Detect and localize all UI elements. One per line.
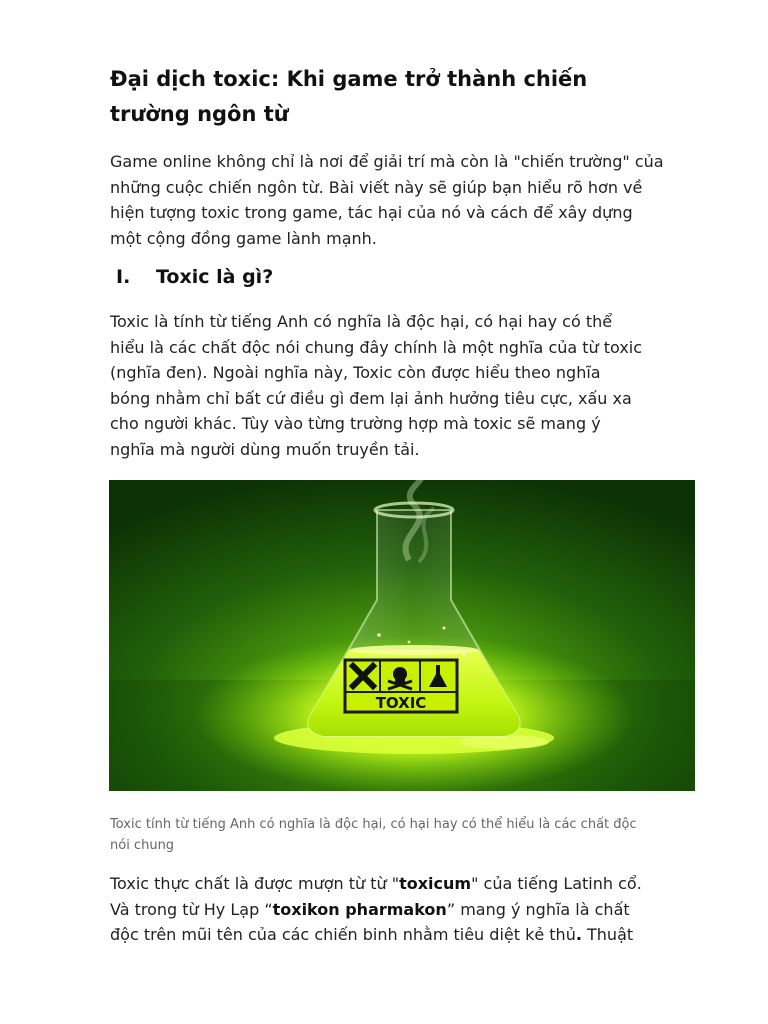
- intro-line: một cộng đồng game lành mạnh.: [110, 228, 377, 248]
- section-title: Toxic là gì?: [156, 266, 274, 288]
- image-caption: [110, 814, 700, 856]
- definition-line: Toxic là tính từ tiếng Anh có nghĩa là độc hại, có hại hay có thể: [110, 312, 613, 331]
- caption-line-2: nói chung: [110, 838, 175, 853]
- etymology-text: ” mang ý nghĩa là chất: [446, 899, 630, 919]
- toxic-flask-image: [109, 480, 695, 791]
- intro-line: hiện tượng toxic trong game, tác hại của nó và cách để xây dựng: [110, 203, 633, 222]
- section-number: I.: [116, 266, 131, 288]
- etymology-text: độc trên mũi tên của các chiến binh nhằm tiêu diệt kẻ thủ: [110, 925, 576, 944]
- article-title: [110, 62, 710, 132]
- etymology-text: Toxic thực chất là được mượn từ từ ": [110, 874, 400, 893]
- title-line-2: trường ngôn từ: [110, 102, 289, 126]
- flask-label-text: TOXIC: [375, 694, 427, 712]
- etymology-text: Thuật: [581, 925, 634, 944]
- etymology-text: " của tiếng Latinh cổ.: [471, 874, 642, 893]
- etymology-text: Và trong từ Hy Lạp “: [110, 899, 273, 919]
- etymology-period: .: [575, 925, 582, 944]
- etymology-paragraph: [110, 871, 710, 948]
- intro-line: những cuộc chiến ngôn từ. Bài viết này sẽ giúp bạn hiểu rõ hơn về: [110, 177, 643, 197]
- intro-line: Game online không chỉ là nơi để giải trí mà còn là "chiến trường" của: [110, 152, 664, 171]
- definition-paragraph: [110, 309, 710, 462]
- etymology-term-greek: toxikon pharmakon: [272, 899, 447, 919]
- title-line-1: Đại dịch toxic: Khi game trở thành chiến: [110, 67, 588, 91]
- definition-line: cho người khác. Tùy vào từng trường hợp mà toxic sẽ mang ý: [110, 414, 601, 433]
- etymology-term-latin: toxicum: [399, 874, 472, 893]
- toxic-flask-illustration: [109, 480, 695, 791]
- definition-line: hiểu là các chất độc nói chung đây chính là một nghĩa của từ toxic: [110, 337, 643, 357]
- caption-line-1: Toxic tính từ tiếng Anh có nghĩa là độc hại, có hại hay có thể hiểu là các chất độc: [110, 817, 637, 832]
- definition-line: (nghĩa đen). Ngoài nghĩa này, Toxic còn được hiểu theo nghĩa: [110, 363, 601, 382]
- definition-line: nghĩa mà người dùng muốn truyền tải.: [110, 439, 420, 459]
- definition-line: bóng nhằm chỉ bất cứ điều gì đem lại ảnh hưởng tiêu cực, xấu xa: [110, 388, 632, 408]
- intro-paragraph: [110, 149, 710, 251]
- section-heading: [116, 263, 273, 291]
